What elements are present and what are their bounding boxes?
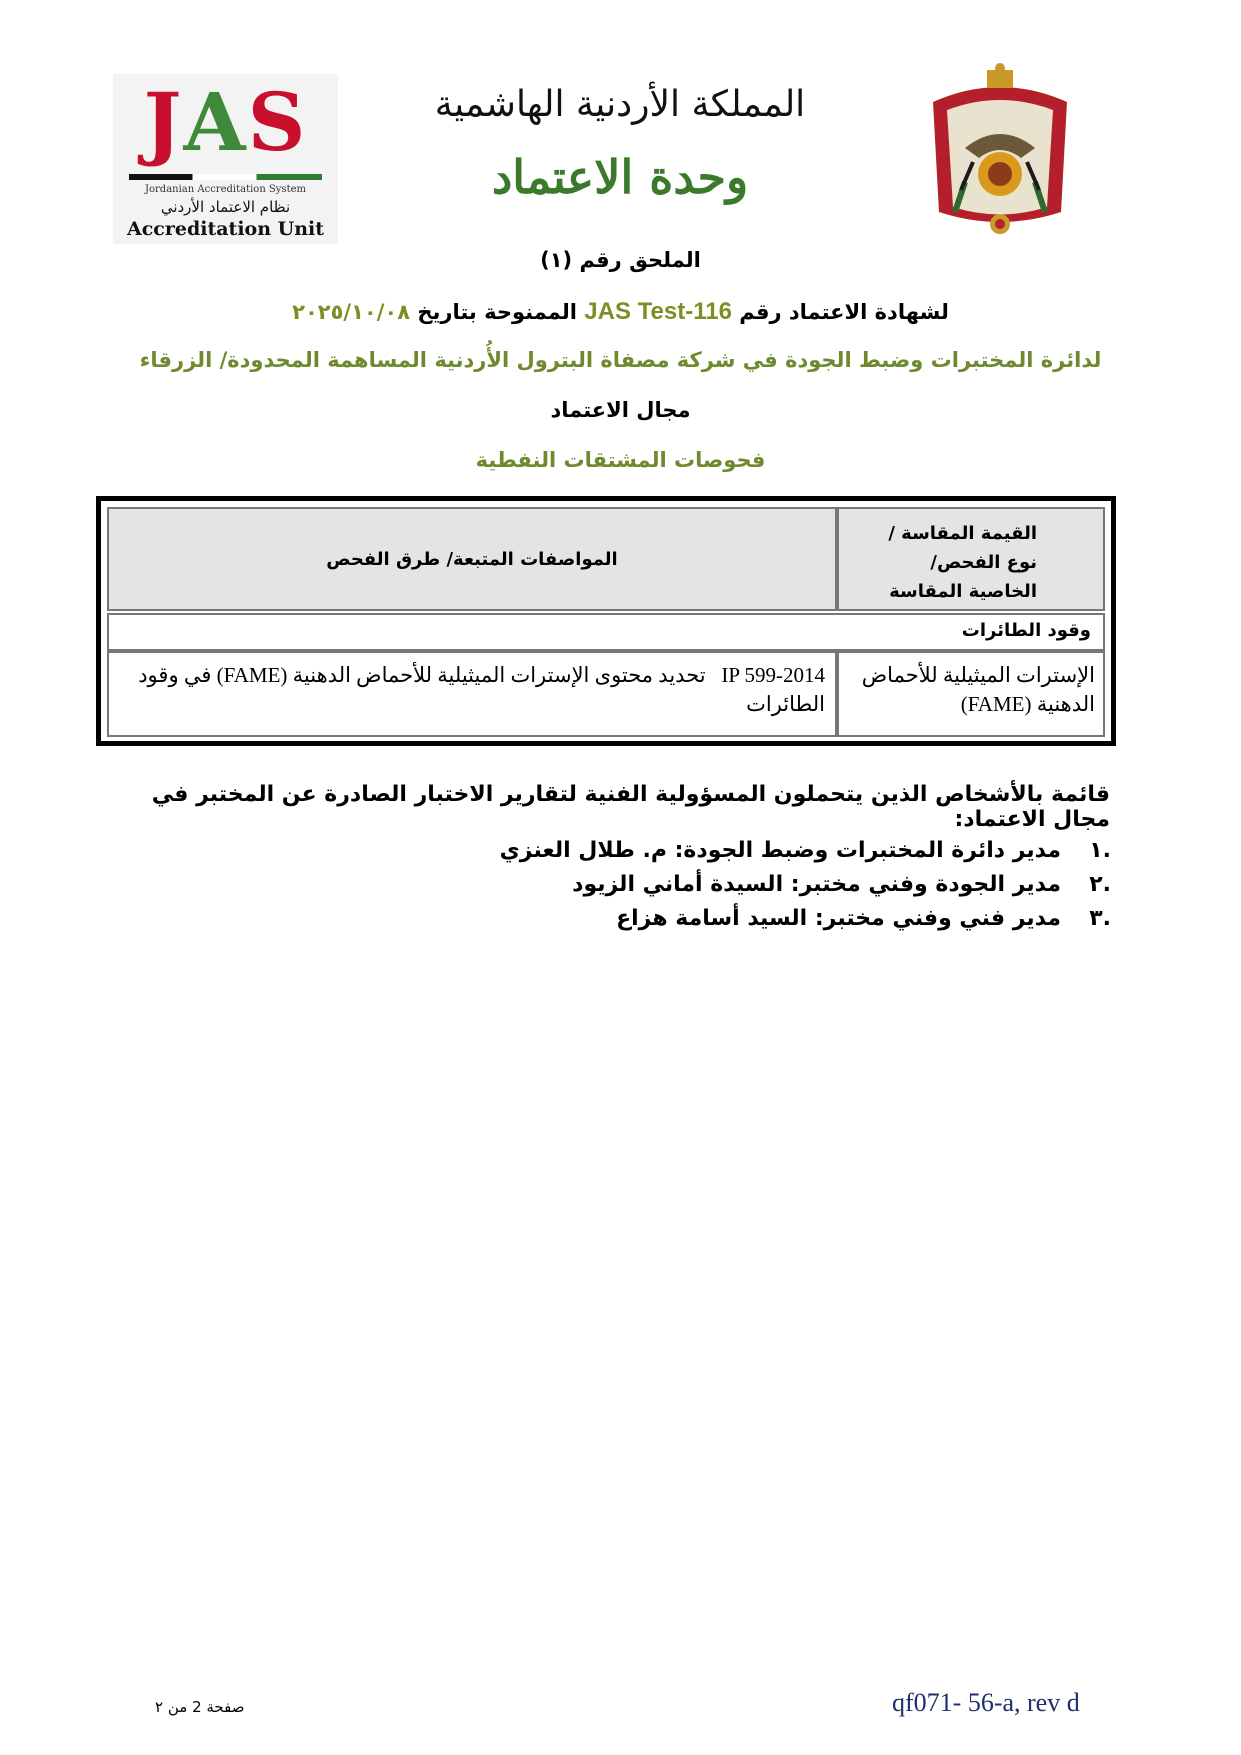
jas-logo-system-ar: نظام الاعتماد الأردني — [160, 198, 291, 216]
jas-logo-unit: Accreditation Unit — [126, 218, 325, 240]
scope-field: فحوصات المشتقات النفطية — [475, 448, 766, 472]
personnel-text: مدير الجودة وفني مختبر: السيدة أماني الزيود — [572, 872, 1061, 897]
personnel-number: .٣ — [1089, 906, 1111, 931]
certificate-line — [0, 298, 1241, 326]
personnel-number: .٢ — [1089, 872, 1111, 897]
form-code: qf071- 56-a, rev d — [892, 1688, 1080, 1717]
accreditation-unit-title: وحدة الاعتماد — [491, 150, 749, 204]
jas-logo-flag-stripe — [129, 174, 322, 180]
table-category-row: وقود الطائرات — [107, 613, 1105, 651]
table-row-spec — [107, 651, 837, 737]
kingdom-title: المملكة الأردنية الهاشمية — [434, 84, 806, 125]
table-header-param — [837, 507, 1105, 611]
laboratory-name: لدائرة المختبرات وضبط الجودة في شركة مصفاة البترول الأُردنية المساهمة المحدودة/ الزرقاء — [139, 348, 1102, 372]
personnel-item — [616, 906, 1111, 931]
annex-number: الملحق رقم (١) — [540, 248, 701, 272]
personnel-item — [500, 838, 1111, 863]
scope-table — [96, 496, 1116, 746]
coat-of-arms-icon — [925, 62, 1075, 252]
jas-logo — [113, 74, 338, 244]
certificate-granted: الممنوحة بتاريخ — [417, 300, 577, 324]
personnel-text: مدير دائرة المختبرات وضبط الجودة: م. طلال العنزي — [499, 838, 1061, 863]
personnel-number: .١ — [1089, 838, 1111, 863]
jas-logo-letters: JAS — [143, 75, 308, 169]
spec-code: IP 599-2014 — [721, 663, 825, 687]
table-header-param-line: الخاصية المقاسة — [889, 581, 1037, 602]
scope-label: مجال الاعتماد — [550, 398, 691, 422]
table-header-spec: المواصفات المتبعة/ طرق الفحص — [107, 507, 837, 611]
table-row-param: الإسترات الميثيلية للأحماض الدهنية (FAME) — [837, 651, 1105, 737]
personnel-item — [572, 872, 1111, 897]
certificate-date: ٢٠٢٥/١٠/٠٨ — [292, 300, 411, 324]
spec-description: تحديد محتوى الإسترات الميثيلية للأحماض الدهنية (FAME) في وقود الطائرات — [138, 663, 825, 716]
personnel-text: مدير فني وفني مختبر: السيد أسامة هزاع — [616, 906, 1061, 931]
table-header-param-line: القيمة المقاسة / — [888, 523, 1037, 544]
jas-logo-system-en: Jordanian Accreditation System — [144, 184, 306, 195]
personnel-title: قائمة بالأشخاص الذين يتحملون المسؤولية الفنية لتقارير الاختبار الصادرة عن المختبر في مجال الاعتماد: — [151, 782, 1110, 832]
certificate-prefix: لشهادة الاعتماد رقم — [739, 300, 949, 324]
certificate-number: JAS Test-116 — [584, 298, 732, 325]
table-header-param-line: نوع الفحص/ — [930, 552, 1037, 573]
page-number: صفحة 2 من ٢ — [155, 1698, 245, 1716]
